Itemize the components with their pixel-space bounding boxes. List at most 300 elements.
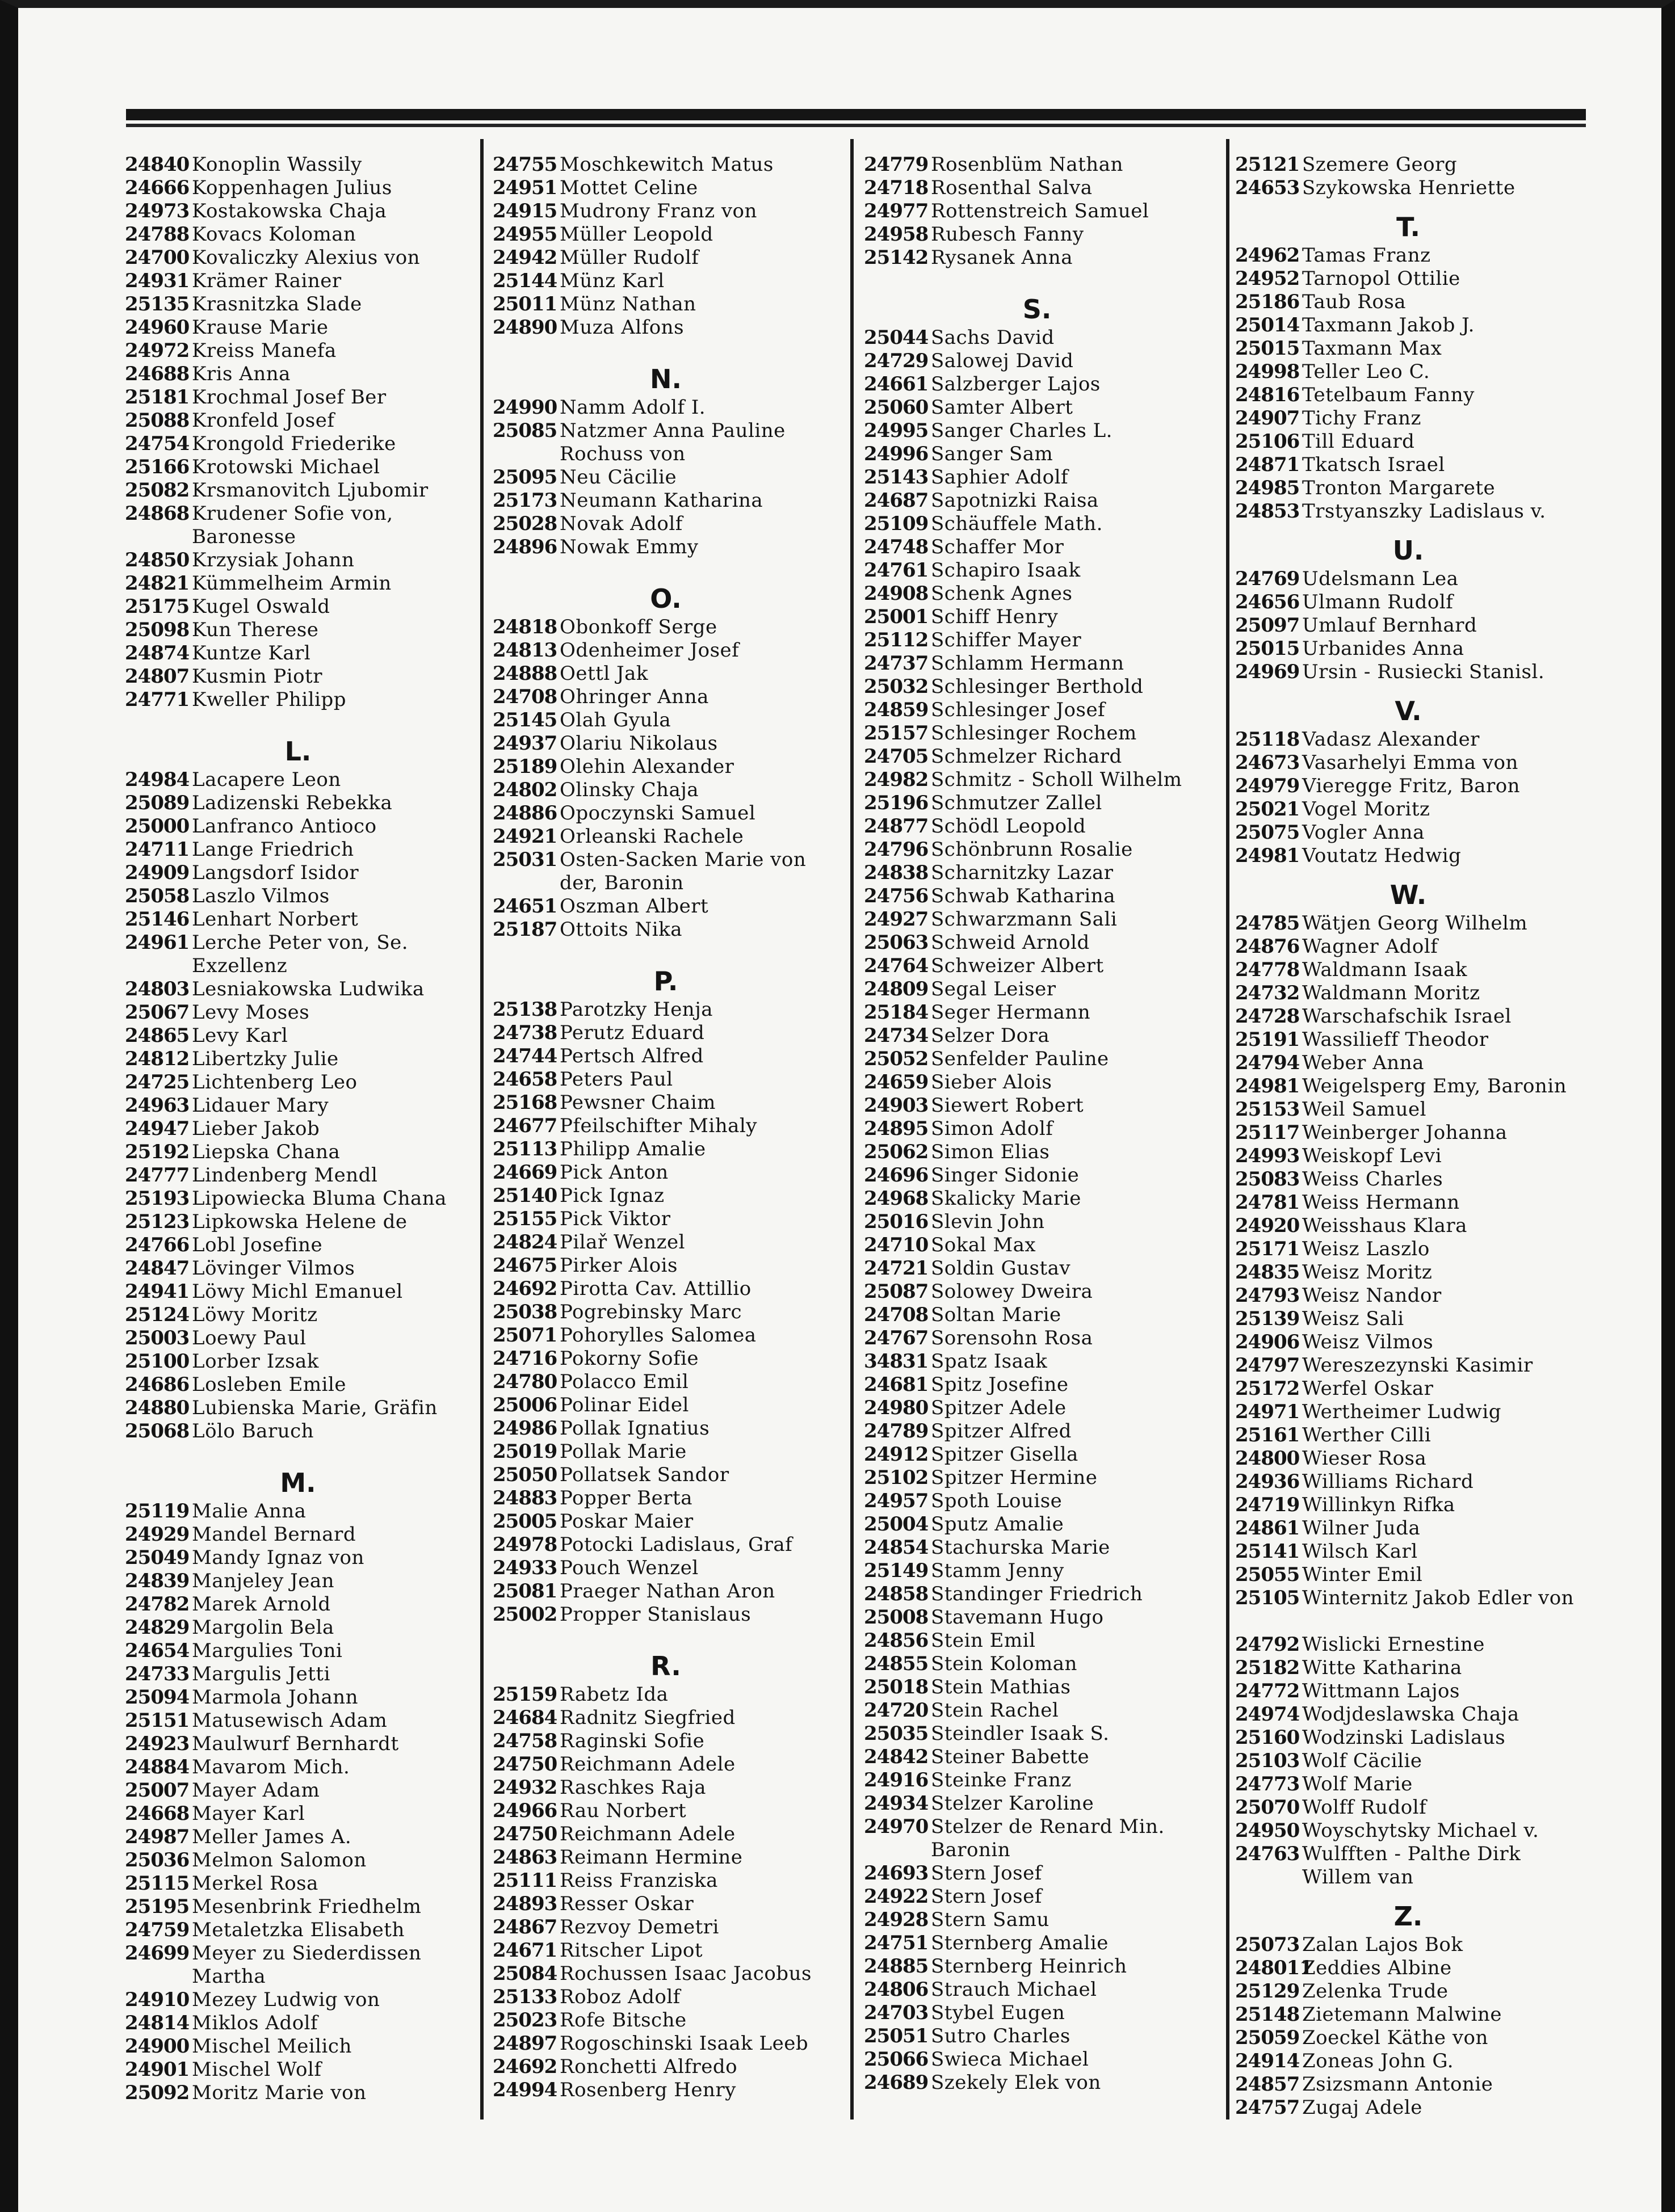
entry-name: Pollatsek Sandor — [560, 1464, 729, 1486]
entry-number: 25187 — [493, 918, 557, 941]
list-item — [493, 1440, 839, 1464]
entry-number: 24782 — [125, 1593, 190, 1616]
entry-number: 24671 — [493, 1939, 557, 1962]
list-item — [1235, 1098, 1581, 1121]
entry-name: Praeger Nathan Aron — [560, 1580, 775, 1603]
entry-name: Raginski Sofie — [560, 1730, 705, 1752]
entry-name: Lölo Baruch — [192, 1420, 314, 1443]
entry-name: Margulis Jetti — [192, 1663, 330, 1685]
entry-name: Peters Paul — [560, 1068, 673, 1091]
list-item — [493, 1962, 839, 1986]
entry-number: 24979 — [1235, 775, 1300, 797]
entry-name: Wodjdeslawska Chaja — [1302, 1703, 1519, 1726]
list-item — [864, 466, 1210, 489]
entry-number: 24942 — [493, 246, 557, 269]
entry-number: 25175 — [125, 595, 190, 618]
entry-number: 25035 — [864, 1722, 929, 1745]
entry-name: Stern Josef — [931, 1862, 1042, 1885]
list-item — [125, 479, 471, 502]
list-item — [1235, 384, 1581, 407]
entry-number: 25168 — [493, 1091, 557, 1114]
list-item — [125, 1988, 471, 2012]
list-item — [864, 1629, 1210, 1652]
entry-number: 25160 — [1235, 1726, 1300, 1749]
entry-name: Soldin Gustav — [931, 1257, 1071, 1280]
list-item — [864, 1978, 1210, 2001]
entry-number: 25049 — [125, 1546, 190, 1569]
entry-number: 25189 — [493, 755, 557, 778]
entry-name: Metaletzka Elisabeth — [192, 1919, 405, 1941]
entry-number: 24980 — [864, 1397, 929, 1419]
entry-number: 25191 — [1235, 1028, 1300, 1051]
list-item — [1235, 477, 1581, 500]
entry-name: Meyer zu Siederdissen Martha — [192, 1942, 422, 1988]
entry-name: Lenhart Norbert — [192, 908, 359, 931]
entry-name: Rochussen Isaac Jacobus — [560, 1962, 812, 1985]
entry-name: Natzmer Anna Pauline Rochuss von — [560, 419, 786, 465]
list-item — [864, 605, 1210, 629]
list-item — [864, 1792, 1210, 1815]
entry-number: 25071 — [493, 1324, 557, 1347]
list-item — [125, 200, 471, 223]
entry-number: 25082 — [125, 479, 190, 502]
list-item — [1235, 1028, 1581, 1052]
entry-name: Raschkes Raja — [560, 1776, 706, 1799]
list-item — [493, 1580, 839, 1603]
entry-name: Mischel Wolf — [192, 2058, 322, 2081]
entry-name: Sanger Charles L. — [931, 419, 1113, 442]
entry-name: Winternitz Jakob Edler von — [1302, 1587, 1575, 1609]
entry-name: Krzysiak Johann — [192, 549, 355, 571]
list-item — [125, 1686, 471, 1709]
entry-name: Taxmann Max — [1302, 337, 1442, 360]
list-item — [864, 1559, 1210, 1583]
list-item — [864, 978, 1210, 1001]
entry-name: Krotowski Michael — [192, 456, 380, 478]
list-item — [864, 792, 1210, 815]
entry-number: 25007 — [125, 1779, 190, 1802]
entry-name: Sputz Amalie — [931, 1513, 1064, 1536]
entry-number: 24797 — [1235, 1354, 1300, 1377]
entry-number: 24824 — [493, 1231, 557, 1254]
entry-name: Pohorylles Salomea — [560, 1324, 757, 1347]
entry-name: Olehin Alexander — [560, 755, 734, 778]
entry-name: Rofe Bitsche — [560, 2009, 687, 2032]
entry-number: 24725 — [125, 1071, 190, 1094]
list-item — [864, 699, 1210, 722]
entry-name: Wieser Rosa — [1302, 1447, 1427, 1470]
entry-name: Konoplin Wassily — [192, 153, 362, 176]
entry-number: 24839 — [125, 1570, 190, 1592]
entry-name: Pollak Ignatius — [560, 1417, 710, 1440]
entry-number: 24659 — [864, 1071, 929, 1094]
entry-number: 24748 — [864, 536, 929, 558]
list-item — [125, 456, 471, 479]
entry-number: 24984 — [125, 768, 190, 791]
entry-name: Lacapere Leon — [192, 768, 341, 791]
entry-number: 25089 — [125, 792, 190, 814]
entry-number: 25157 — [864, 722, 929, 745]
entry-name: Lipkowska Helene de — [192, 1210, 408, 1233]
list-item — [125, 1117, 471, 1141]
entry-number: 25113 — [493, 1138, 557, 1160]
list-item — [125, 861, 471, 885]
entry-number: 24696 — [864, 1164, 929, 1187]
list-item — [493, 1533, 839, 1557]
list-item — [864, 1443, 1210, 1466]
entry-number: 25070 — [1235, 1796, 1300, 1819]
entry-number: 24874 — [125, 642, 190, 665]
entry-name: Mandy Ignaz von — [192, 1546, 364, 1569]
entry-name: Scharnitzky Lazar — [931, 861, 1114, 884]
entry-name: Kovacs Koloman — [192, 223, 356, 246]
list-item — [125, 1802, 471, 1826]
list-item — [125, 549, 471, 572]
list-item — [125, 223, 471, 246]
entry-name: Krudener Sofie von, Baronesse — [192, 502, 393, 548]
entry-number: 24675 — [493, 1254, 557, 1277]
entry-number: 24767 — [864, 1327, 929, 1349]
entry-number: 24807 — [125, 665, 190, 688]
entry-name: Ulmann Rudolf — [1302, 591, 1454, 613]
list-item — [1235, 1168, 1581, 1191]
entry-name: Lipowiecka Bluma Chana — [192, 1187, 447, 1210]
list-item — [125, 1024, 471, 1048]
entry-name: Manjeley Jean — [192, 1570, 335, 1592]
entry-number: 25149 — [864, 1559, 929, 1582]
entry-number: 24895 — [864, 1117, 929, 1140]
entry-number: 24990 — [493, 396, 557, 419]
entry-name: Vogel Moritz — [1302, 798, 1430, 821]
list-item — [1235, 314, 1581, 337]
list-item — [864, 559, 1210, 582]
entry-name: Wolf Marie — [1302, 1773, 1413, 1795]
entry-name: Levy Moses — [192, 1001, 310, 1024]
column-divider — [480, 139, 484, 2120]
list-item — [125, 642, 471, 665]
entry-name: Rabetz Ida — [560, 1683, 669, 1706]
list-item — [125, 502, 471, 549]
entry-number: 24661 — [864, 373, 929, 396]
entry-number: 24850 — [125, 549, 190, 571]
section-letter-heading: R. — [650, 1651, 681, 1681]
entry-name: Kronfeld Josef — [192, 409, 335, 432]
list-item — [1235, 1773, 1581, 1796]
entry-number: 24785 — [1235, 912, 1300, 935]
entry-name: Merkel Rosa — [192, 1872, 318, 1895]
entry-number: 24688 — [125, 363, 190, 385]
entry-name: Schwab Katharina — [931, 885, 1115, 907]
entry-number: 24969 — [1235, 661, 1300, 683]
entry-number: 24855 — [864, 1652, 929, 1675]
list-item — [125, 293, 471, 316]
entry-number: 25172 — [1235, 1377, 1300, 1400]
entry-number: 24737 — [864, 652, 929, 675]
list-item — [493, 176, 839, 200]
entry-name: Neu Cäcilie — [560, 466, 677, 489]
list-item — [493, 489, 839, 512]
entry-number: 24961 — [125, 931, 190, 954]
entry-name: Woyschytsky Michael v. — [1302, 1819, 1539, 1842]
entry-number: 34831 — [864, 1350, 929, 1373]
list-item — [493, 1184, 839, 1208]
section-spacer — [493, 1626, 839, 1649]
entry-name: Marek Arnold — [192, 1593, 331, 1616]
list-item — [125, 1303, 471, 1327]
entry-name: Weisz Vilmos — [1302, 1331, 1434, 1353]
list-item — [1235, 567, 1581, 591]
entry-name: Pewsner Chaim — [560, 1091, 716, 1114]
entry-name: Parotzky Henja — [560, 998, 713, 1021]
list-item — [493, 825, 839, 848]
entry-number: 24932 — [493, 1776, 557, 1799]
entry-number: 25021 — [1235, 798, 1300, 821]
entry-name: Stein Mathias — [931, 1676, 1071, 1698]
entry-number: 25171 — [1235, 1238, 1300, 1260]
entry-number: 24915 — [493, 200, 557, 222]
entry-number: 24813 — [493, 639, 557, 662]
entry-number: 24876 — [1235, 935, 1300, 958]
entry-name: Sanger Sam — [931, 443, 1053, 465]
entry-number: 24693 — [864, 1862, 929, 1885]
list-item — [864, 1699, 1210, 1722]
section-letter-heading: W. — [1389, 880, 1427, 910]
entry-number: 24933 — [493, 1557, 557, 1579]
entry-name: Schenk Agnes — [931, 582, 1073, 605]
entry-number: 24884 — [125, 1756, 190, 1778]
entry-name: Perutz Eduard — [560, 1021, 705, 1044]
entry-name: Nowak Emmy — [560, 536, 699, 558]
list-item — [864, 1187, 1210, 1210]
entry-number: 25001 — [864, 605, 929, 628]
entry-name: Rogoschinski Isaak Leeb — [560, 2032, 809, 2055]
list-item — [864, 815, 1210, 838]
list-item — [864, 1652, 1210, 1676]
entry-number: 24893 — [493, 1893, 557, 1915]
entry-number: 24835 — [1235, 1261, 1300, 1284]
section-spacer — [1235, 868, 1581, 878]
entry-number: 24947 — [125, 1117, 190, 1140]
entry-number: 25166 — [125, 456, 190, 478]
entry-number: 24960 — [125, 316, 190, 339]
entry-name: Krause Marie — [192, 316, 329, 339]
entry-name: Sternberg Amalie — [931, 1932, 1109, 1954]
entry-name: Radnitz Siegfried — [560, 1706, 736, 1729]
section-spacer — [125, 1443, 471, 1466]
entry-name: Müller Leopold — [560, 223, 713, 246]
entry-number: 24900 — [125, 2035, 190, 2058]
entry-number: 24658 — [493, 1068, 557, 1091]
list-item — [125, 838, 471, 861]
entry-number: 24751 — [864, 1932, 929, 1954]
list-item — [493, 1347, 839, 1370]
entry-number: 25106 — [1235, 430, 1300, 453]
list-item — [125, 1919, 471, 1942]
list-item — [493, 1487, 839, 1510]
list-item — [493, 1068, 839, 1091]
list-item — [493, 200, 839, 223]
entry-name: Weiskopf Levi — [1302, 1145, 1442, 1167]
list-item — [1235, 1843, 1581, 1889]
entry-number: 24883 — [493, 1487, 557, 1509]
list-item — [125, 246, 471, 270]
list-item — [1235, 1354, 1581, 1377]
entry-number: 24744 — [493, 1045, 557, 1067]
list-item — [864, 1769, 1210, 1792]
entry-number: 24950 — [1235, 1819, 1300, 1842]
entry-name: Weinberger Johanna — [1302, 1121, 1508, 1144]
list-item — [493, 1254, 839, 1277]
list-item — [493, 1277, 839, 1301]
entry-name: Krochmal Josef Ber — [192, 386, 387, 409]
entry-number: 24853 — [1235, 500, 1300, 523]
entry-number: 25006 — [493, 1394, 557, 1416]
entry-name: Urbanides Anna — [1302, 637, 1464, 660]
entry-name: Stamm Jenny — [931, 1559, 1064, 1582]
entry-number: 24885 — [864, 1955, 929, 1978]
entry-number: 24692 — [493, 2055, 557, 2078]
list-item — [864, 1932, 1210, 1955]
list-item — [493, 1231, 839, 1254]
entry-name: Spitzer Alfred — [931, 1420, 1072, 1443]
entry-number: 24673 — [1235, 751, 1300, 774]
list-item — [864, 582, 1210, 605]
entry-number: 24838 — [864, 861, 929, 884]
list-item — [864, 1862, 1210, 1885]
entry-name: Orleanski Rachele — [560, 825, 744, 848]
entry-name: Waldmann Moritz — [1302, 982, 1480, 1004]
entry-name: Pirotta Cav. Attillio — [560, 1277, 752, 1300]
entry-number: 24847 — [125, 1257, 190, 1280]
entry-number: 24687 — [864, 489, 929, 512]
entry-name: Vasarhelyi Emma von — [1302, 751, 1518, 774]
list-item — [493, 639, 839, 662]
entry-number: 25151 — [125, 1709, 190, 1732]
entry-number: 25145 — [493, 709, 557, 731]
list-item — [493, 396, 839, 419]
entry-name: Meller James A. — [192, 1826, 352, 1848]
entry-number: 25119 — [125, 1500, 190, 1523]
entry-name: Schiffer Mayer — [931, 629, 1082, 651]
entry-name: Slevin John — [931, 1210, 1045, 1233]
entry-number: 24923 — [125, 1732, 190, 1755]
list-item — [125, 595, 471, 619]
entry-number: 24987 — [125, 1826, 190, 1848]
entry-name: Losleben Emile — [192, 1373, 347, 1396]
entry-number: 24789 — [864, 1420, 929, 1443]
entry-number: 24703 — [864, 2001, 929, 2024]
entry-name: Kugel Oswald — [192, 595, 330, 618]
column-divider — [850, 139, 854, 2120]
entry-name: Münz Nathan — [560, 293, 696, 316]
entry-number: 25111 — [493, 1869, 557, 1892]
entry-name: Obonkoff Serge — [560, 616, 717, 638]
entry-name: Willinkyn Rifka — [1302, 1494, 1455, 1516]
entry-number: 24800 — [1235, 1447, 1300, 1470]
entry-name: Sutro Charles — [931, 2025, 1071, 2047]
entry-name: Mavarom Mich. — [192, 1756, 350, 1778]
list-item — [493, 1893, 839, 1916]
entry-number: 25014 — [1235, 314, 1300, 337]
list-item — [864, 1001, 1210, 1024]
list-item — [1235, 798, 1581, 821]
entry-name: Philipp Amalie — [560, 1138, 706, 1160]
entry-number: 25015 — [1235, 337, 1300, 360]
entry-name: Kusmin Piotr — [192, 665, 322, 688]
list-item — [125, 153, 471, 176]
entry-number: 24681 — [864, 1373, 929, 1396]
entry-number: 24906 — [1235, 1331, 1300, 1353]
entry-name: Tkatsch Israel — [1302, 453, 1445, 476]
entry-number: 24993 — [1235, 1145, 1300, 1167]
section-spacer — [1235, 523, 1581, 533]
list-item — [125, 1397, 471, 1420]
list-item — [864, 536, 1210, 559]
list-item — [493, 755, 839, 779]
list-item — [864, 246, 1210, 270]
entry-name: Weigelsperg Emy, Baronin — [1302, 1075, 1567, 1097]
entry-name: Stachurska Marie — [931, 1536, 1110, 1559]
entry-number: 25063 — [864, 931, 929, 954]
entry-name: Loewy Paul — [192, 1327, 307, 1349]
list-item — [1235, 176, 1581, 200]
entry-name: Zoeckel Käthe von — [1302, 2026, 1488, 2049]
entry-name: Mudrony Franz von — [560, 200, 757, 222]
entry-name: Taub Rosa — [1302, 291, 1407, 313]
entry-name: Stein Emil — [931, 1629, 1036, 1652]
list-item — [125, 1570, 471, 1593]
entry-name: Rau Norbert — [560, 1799, 687, 1822]
list-item — [864, 1234, 1210, 1257]
list-item — [493, 1986, 839, 2009]
list-item — [125, 1546, 471, 1570]
entry-number: 24957 — [864, 1490, 929, 1512]
entry-number: 24780 — [493, 1370, 557, 1393]
entry-number: 24854 — [864, 1536, 929, 1559]
entry-number: 24788 — [125, 223, 190, 246]
list-item — [1235, 1052, 1581, 1075]
list-item — [125, 908, 471, 931]
section-letter-heading: O. — [650, 583, 682, 614]
list-item — [125, 1523, 471, 1546]
entry-number: 24755 — [493, 153, 557, 176]
list-item — [864, 512, 1210, 536]
list-item — [125, 1373, 471, 1397]
entry-number: 24814 — [125, 2012, 190, 2034]
entry-name: Pertsch Alfred — [560, 1045, 704, 1067]
list-item — [493, 1115, 839, 1138]
entry-name: Lanfranco Antioco — [192, 815, 377, 838]
entry-number: 25003 — [125, 1327, 190, 1349]
entry-number: 25052 — [864, 1048, 929, 1070]
list-item — [1235, 935, 1581, 958]
entry-name: Vogler Anna — [1302, 821, 1425, 844]
entry-name: Schmutzer Zallel — [931, 792, 1102, 814]
entry-number: 24829 — [125, 1616, 190, 1639]
list-item — [864, 1583, 1210, 1606]
entry-number: 25018 — [864, 1676, 929, 1698]
entry-number: 25059 — [1235, 2026, 1300, 2049]
entry-number: 24914 — [1235, 2050, 1300, 2072]
entry-number: 25193 — [125, 1187, 190, 1210]
list-column-1 — [125, 153, 471, 2105]
entry-name: Till Eduard — [1302, 430, 1415, 453]
entry-number: 24962 — [1235, 244, 1300, 267]
entry-name: Wulfften - Palthe Dirk Willem van — [1302, 1843, 1521, 1889]
entry-number: 25085 — [493, 419, 557, 442]
entry-number: 25066 — [864, 2048, 929, 2071]
entry-number: 25000 — [125, 815, 190, 838]
